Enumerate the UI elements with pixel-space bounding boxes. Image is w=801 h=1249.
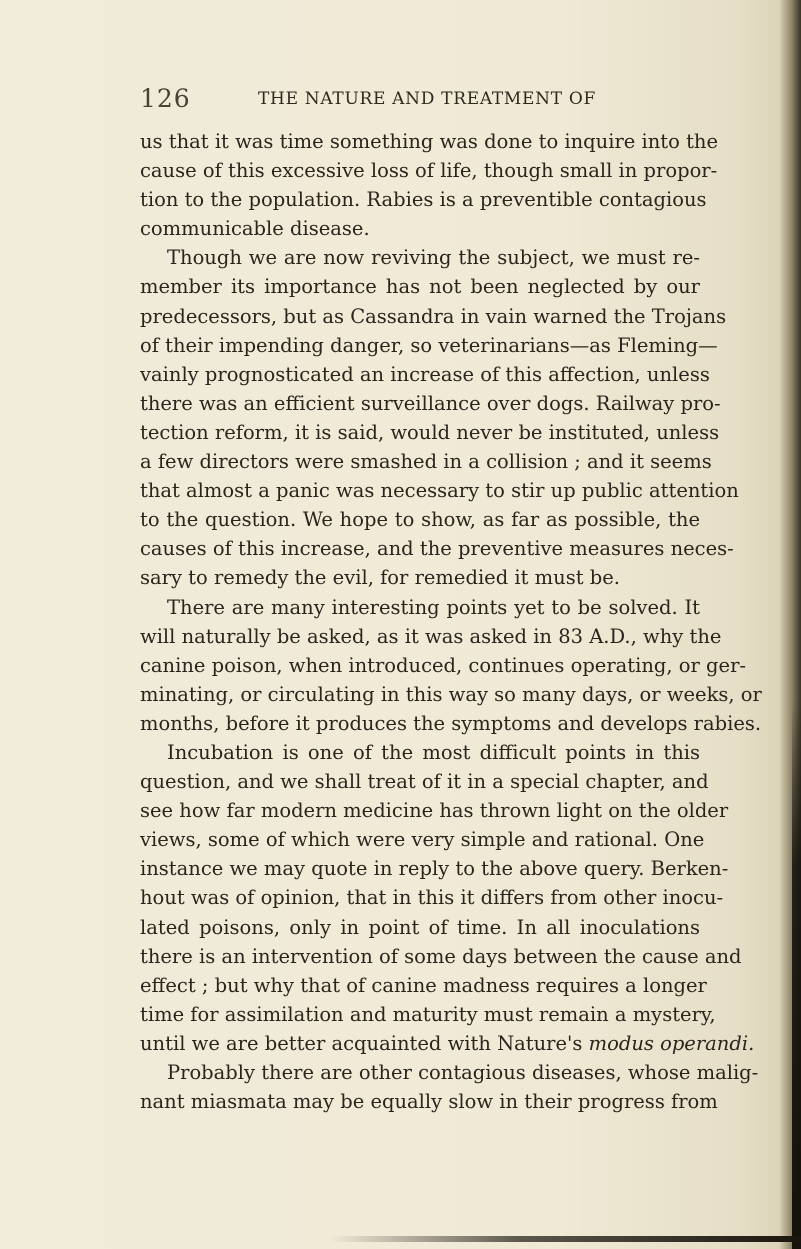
page-edge-dark bbox=[792, 700, 801, 1249]
page-header bbox=[140, 84, 700, 114]
text-line: hout was of opinion, that in this it differs from other inocu- bbox=[140, 886, 724, 910]
text-line: see how far modern medicine has thrown light on the older bbox=[140, 799, 729, 823]
text-line: vainly prognosticated an increase of this affection, unless bbox=[140, 362, 710, 386]
text-line: of their impending danger, so veterinarians—as Fleming— bbox=[140, 333, 718, 357]
text-line-with-italic bbox=[140, 1029, 755, 1058]
text-line: causes of this increase, and the preventive measures neces- bbox=[140, 537, 734, 561]
text-line: will naturally be asked, as it was asked in 83 A.D., why the bbox=[140, 624, 722, 648]
text-line: to the question. We hope to show, as far as possible, the bbox=[140, 508, 700, 532]
text-line: communicable disease. bbox=[140, 217, 370, 241]
text-line: There are many interesting points yet to be solved. It bbox=[167, 595, 700, 619]
text-line: Probably there are other contagious diseases, whose malig- bbox=[167, 1061, 759, 1084]
text-line: time for assimilation and maturity must remain a mystery, bbox=[140, 1002, 716, 1026]
text-line: member its importance has not been neglected by our bbox=[140, 275, 700, 299]
text-line: there was an efficient surveillance over dogs. Railway pro- bbox=[140, 391, 721, 415]
text-line: cause of this excessive loss of life, though small in propor- bbox=[140, 159, 718, 183]
text-line: months, before it produces the symptoms and develops rabies. bbox=[140, 711, 762, 735]
text-line: there is an intervention of some days between the cause and bbox=[140, 944, 742, 968]
text-line: tection reform, it is said, would never be instituted, unless bbox=[140, 420, 720, 444]
text-line: sary to remedy the evil, for remedied it must be. bbox=[140, 566, 620, 590]
text-line: that almost a panic was necessary to stir up public attention bbox=[140, 479, 739, 503]
text-line: tion to the population. Rabies is a preventible contagious bbox=[140, 188, 707, 212]
text-line: minating, or circulating in this way so many days, or weeks, or bbox=[140, 682, 762, 706]
text-line: until we are better acquainted with Nature's bbox=[140, 1031, 589, 1055]
text-line: nant miasmata may be equally slow in their progress from bbox=[140, 1090, 718, 1114]
text-line: us that it was time something was done to inquire into the bbox=[140, 130, 719, 153]
bottom-shadow bbox=[330, 1236, 801, 1242]
italic-phrase: modus operandi. bbox=[588, 1031, 755, 1055]
text-line: instance we may quote in reply to the above query. Berken- bbox=[140, 857, 729, 881]
text-line: Though we are now reviving the subject, we must re- bbox=[167, 246, 700, 270]
text-line: lated poisons, only in point of time. In all inoculations bbox=[140, 915, 700, 939]
text-line: effect ; but why that of canine madness requires a longer bbox=[140, 973, 707, 997]
text-line: predecessors, but as Cassandra in vain warned the Trojans bbox=[140, 304, 727, 328]
text-line: canine poison, when introduced, continues operating, or ger- bbox=[140, 653, 746, 677]
running-head: THE NATURE AND TREATMENT OF bbox=[258, 89, 596, 109]
body-text bbox=[140, 127, 762, 1116]
text-line: a few directors were smashed in a collision ; and it seems bbox=[140, 450, 712, 474]
text-line: Incubation is one of the most difficult points in this bbox=[167, 740, 700, 764]
text-line: views, some of which were very simple and rational. One bbox=[140, 828, 705, 852]
page-number: 126 bbox=[140, 84, 191, 113]
text-line: question, and we shall treat of it in a special chapter, and bbox=[140, 770, 709, 794]
